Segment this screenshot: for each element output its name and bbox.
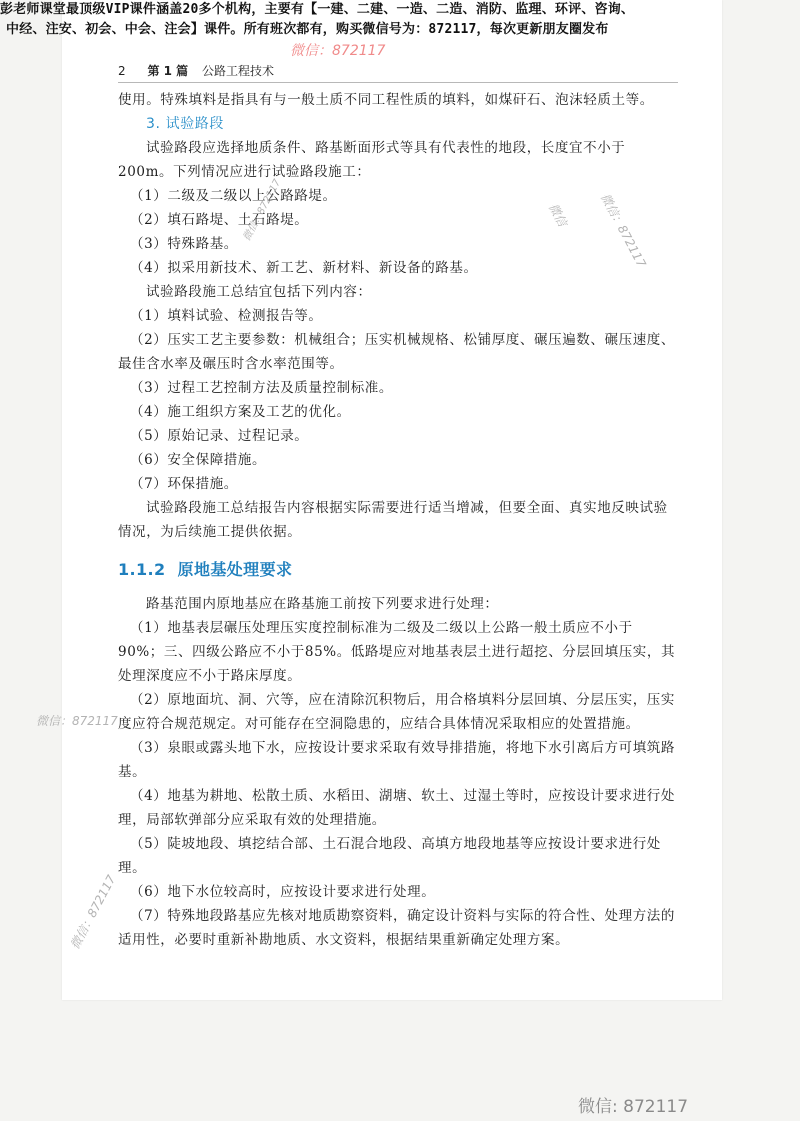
ad-banner-line-2: 中经、注安、初会、中会、注会】课件。所有班次都有，购买微信号为：872117，每次更新朋友圈发布 [6, 22, 609, 37]
list-item: （7）特殊地段路基应先核对地质勘察资料，确定设计资料与实际的符合性、处理方法的适用性，必要时重新补勘地质、水文资料，根据结果重新确定处理方案。 [118, 908, 675, 948]
part-label: 第 1 篇 [147, 64, 189, 78]
section-heading [118, 558, 678, 582]
watermark-right-a: 微信 [545, 200, 570, 229]
section-title: 原地基处理要求 [177, 560, 293, 579]
list-item: （1）填料试验、检测报告等。 [130, 308, 323, 324]
list-item: （6）地下水位较高时，应按设计要求进行处理。 [130, 884, 436, 900]
list-item: （6）安全保障措施。 [130, 452, 267, 468]
paragraph-summary: 试验路段施工总结宜包括下列内容： [146, 284, 372, 300]
watermark-bottom: 微信: 872117 [578, 1097, 689, 1117]
ad-banner-line-1: 彭老师课堂最顶级VIP课件涵盖20多个机构，主要有【一建、二建、一造、二造、消防、监理、环评、咨询、 [0, 2, 635, 17]
summary-list [118, 304, 678, 496]
heading-test-section: 3. 试验路段 [146, 116, 225, 132]
watermark-center: 微信：872117 [241, 177, 284, 244]
list-item: （3）泉眼或露头地下水，应按设计要求采取有效导排措施，将地下水引离后方可填筑路基。 [118, 740, 675, 780]
paragraph-intro: 使用。特殊填料是指具有与一般土质不同工程性质的填料，如煤矸石、泡沫轻质土等。 [118, 92, 654, 108]
list-item: （4）地基为耕地、松散土质、水稻田、湖塘、软土、过湿土等时，应按设计要求进行处理，局部软弹部分应采取有效的处理措施。 [118, 788, 675, 828]
watermark-top: 微信：872117 [290, 43, 386, 59]
list-item: （3）过程工艺控制方法及质量控制标准。 [130, 380, 393, 396]
ad-banner [0, 0, 800, 40]
running-head [118, 62, 678, 79]
paragraph-base: 路基范围内原地基应在路基施工前按下列要求进行处理： [146, 596, 499, 612]
list-item: （4）施工组织方案及工艺的优化。 [130, 404, 351, 420]
list-item: （1）地基表层碾压处理压实度控制标准为二级及二级以上公路一般土质应不小于90%；三、四级公路应不小于85%。低路堤应对地基表层土进行超挖、分层回填压实，其处理深度应不小于路床厚度。 [118, 620, 676, 684]
paragraph-test: 试验路段应选择地质条件、路基断面形式等具有代表性的地段，长度宜不小于200m。下列情况应进行试验路段施工： [118, 140, 626, 180]
watermark-left-mid: 微信：872117 [36, 714, 118, 728]
page-body [118, 88, 678, 952]
list-item: （4）拟采用新技术、新工艺、新材料、新设备的路基。 [130, 260, 478, 276]
watermark-right-b: 微信：872117 [597, 190, 649, 270]
paragraph-report: 试验路段施工总结报告内容根据实际需要进行适当增减，但要全面、真实地反映试验情况，为后续施工提供依据。 [118, 500, 668, 540]
list-item: （3）特殊路基。 [130, 236, 238, 252]
list-item: （7）环保措施。 [130, 476, 238, 492]
base-treatment-list [118, 616, 678, 952]
list-item: （2）压实工艺主要参数：机械组合；压实机械规格、松铺厚度、碾压遍数、碾压速度、最佳含水率及碾压时含水率范围等。 [118, 332, 675, 372]
list-item: （2）填石路堤、土石路堤。 [130, 212, 309, 228]
test-case-list [118, 184, 678, 280]
watermark-left-low: 微信：872117 [67, 872, 119, 952]
list-item: （5）陡坡地段、填挖结合部、土石混合地段、高填方地段地基等应按设计要求进行处理。 [118, 836, 661, 876]
list-item: （2）原地面坑、洞、穴等，应在清除沉积物后，用合格填料分层回填、分层压实，压实度应符合规范规定。对可能存在空洞隐患的，应结合具体情况采取相应的处置措施。 [118, 692, 675, 732]
section-number: 1.1.2 [118, 560, 166, 579]
list-item: （1）二级及二级以上公路路堤。 [130, 188, 337, 204]
header-rule [118, 82, 678, 83]
list-item: （5）原始记录、过程记录。 [130, 428, 309, 444]
running-head-title: 公路工程技术 [202, 64, 275, 78]
page-number: 2 [118, 64, 126, 78]
